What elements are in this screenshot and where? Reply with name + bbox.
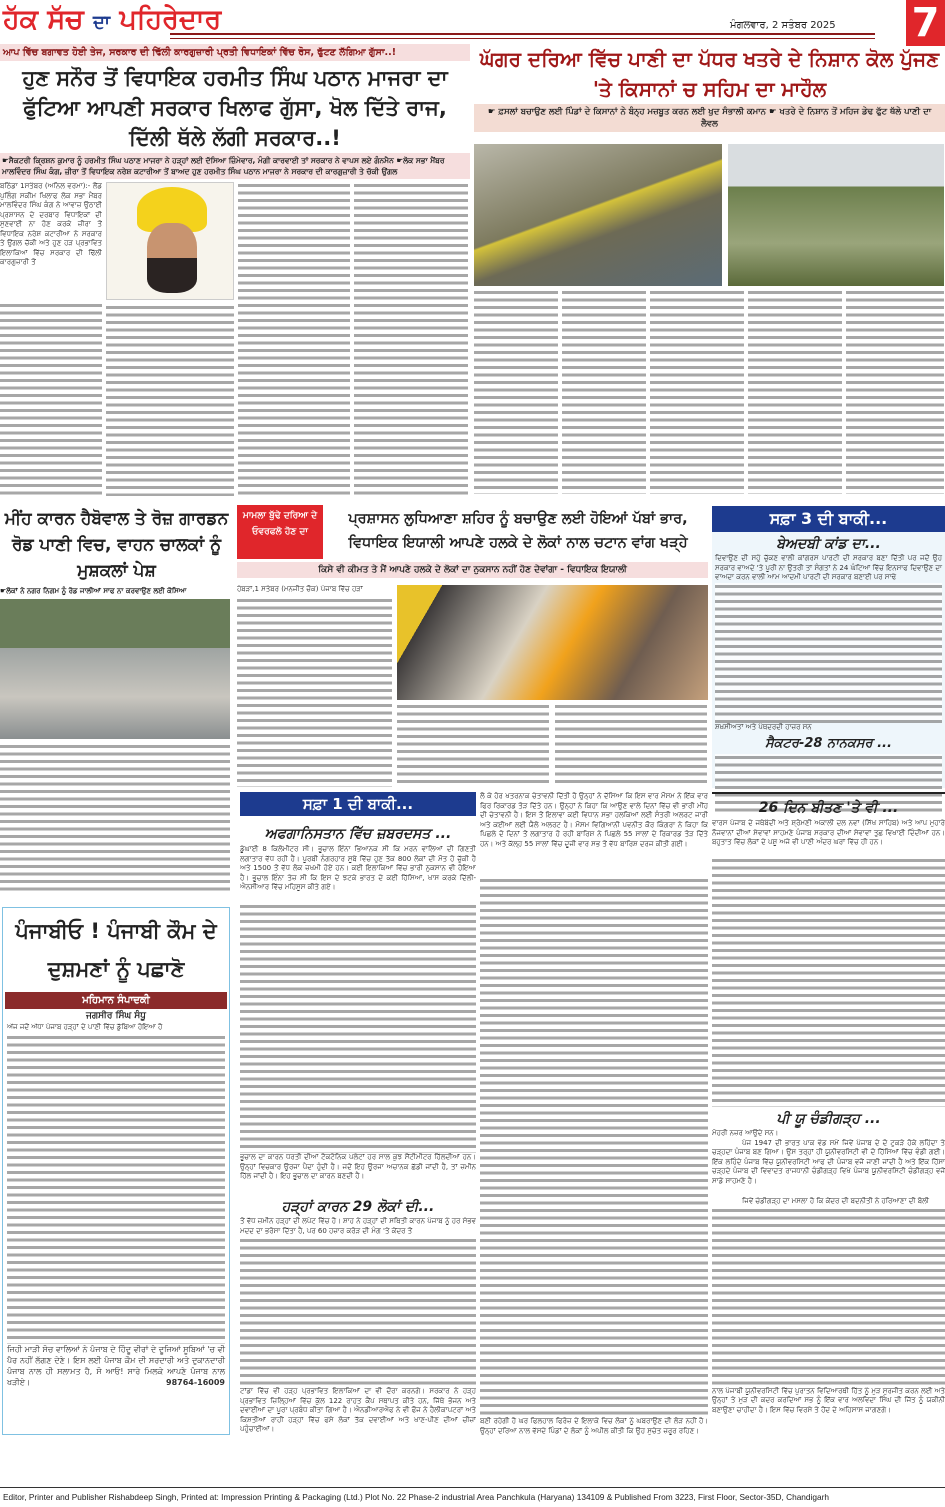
footer-imprint: Editor, Printer and Publisher Rishabdeep Singh, Printed at: Impression Printing & Packaging (Ltd.) Plot No. 22 Phase-2 industrial Area Panchkula (Haryana) 134109 & Published From 3223, First Floor, Sector-35D, Chandigarh	[0, 1487, 945, 1507]
article-body: ਹੰਬੜਾਂ,1 ਸਤੰਬਰ (ਮਨਜੀਤ ਚੌਕ) ਪੰਜਾਬ ਵਿੱਚ ਹੜਾਂ	[237, 585, 363, 593]
section-heading: ਹੜ੍ਹਾਂ ਕਾਰਨ 29 ਲੋਕਾਂ ਦੀ...	[281, 1199, 435, 1215]
article-body: ਤੋਂ ਵੱਧ ਜ਼ਮੀਨ ਹੜ੍ਹਾਂ ਦੀ ਲਪੇਟ ਵਿੱਚ ਹੈ। ਸ਼ਾਹ ਨੇ ਹੜ੍ਹਾਂ ਦੀ ਸਥਿਤੀ ਕਾਰਨ ਪੰਜਾਬ ਨੂੰ ਹਰ ਸੰਭਵ ਮਦਦ ਦਾ ਭਰੋਸਾ ਦਿੱਤਾ ਹੈ, ਪਰ 60 ਹਜ਼ਾਰ ਕਰੋੜ ਦੀ ਮੰਗ 'ਤੇ ਕੇਂਦਰ ਤੋਂ	[240, 1217, 476, 1235]
photo-mla-with-people	[397, 585, 708, 700]
section-heading: ਪੀ ਯੂ ਚੰਡੀਗੜ੍ਹ ...	[776, 1111, 881, 1127]
article-text	[354, 182, 468, 496]
article-text	[240, 903, 476, 1153]
article-text	[650, 289, 744, 494]
logo-part1: ਹੱਕ ਸੱਚ	[3, 4, 84, 35]
photo-flooded-road	[0, 599, 230, 739]
article-body: ਮੋਹਰੀ ਨਜ਼ਰ ਆਉਂਦੇ ਸਨ।	[712, 1129, 779, 1137]
article-text	[480, 877, 708, 1417]
headline: ਘੱਗਰ ਦਰਿਆ ਵਿੱਚ ਪਾਣੀ ਦਾ ਪੱਧਰ ਖਤਰੇ ਦੇ ਨਿਸ਼ਾਨ ਕੋਲ ਪੁੱਜਣ 'ਤੇ ਕਿਸਾਨਾਂ ਚ ਸਹਿਮ ਦਾ ਮਾਹੌਲ	[479, 47, 940, 101]
article-text	[106, 304, 234, 496]
section-heading: 26 ਦਿਨ ਬੀਤਣ 'ਤੇ ਵੀ ...	[758, 800, 899, 816]
section-heading: ਬੇਅਦਬੀ ਕਾਂਡ ਦਾ...	[776, 536, 881, 552]
lead-left-columns	[0, 182, 470, 496]
ludhiana-story	[237, 503, 708, 788]
article-text	[7, 1034, 225, 1344]
divider	[712, 792, 945, 794]
editorial-ending	[3, 1344, 229, 1388]
article-body: ਭੂਚਾਲ ਦਾ ਕਾਰਨ ਧਰਤੀ ਦੀਆਂ ਟੈਕਟੋਨਿਕ ਪਲੇਟਾਂ ਹਰ ਸਾਲ ਕੁਝ ਸੈਂਟੀਮੀਟਰ ਹਿੱਲਦੀਆਂ ਹਨ। ਉਨ੍ਹਾਂ ਵਿਚਕਾਰ ਊਰਜਾ ਪੈਦਾ ਹੁੰਦੀ ਹੈ। ਜਦੋਂ ਇਹ ਊਰਜਾ ਅਚਾਨਕ ਛੱਡੀ ਜਾਂਦੀ ਹੈ, ਤਾਂ ਜ਼ਮੀਨ ਹਿੱਲ ਜਾਂਦੀ ਹੈ। ਇਹ ਭੂਚਾਲ ਦਾ ਕਾਰਨ ਬਣਦੀ ਹੈ।	[240, 1153, 476, 1180]
headline: ਮੀਂਹ ਕਾਰਨ ਹੈਬੋਵਾਲ ਤੇ ਰੋਜ਼ ਗਾਰਡਨ ਰੋਡ ਪਾਣੀ ਵਿਚ, ਵਾਹਨ ਚਾਲਕਾਂ ਨੂੰ ਮੁਸ਼ਕਲਾਂ ਪੇਸ਼	[4, 509, 229, 581]
article-text	[846, 289, 944, 494]
headline: ਪ੍ਰਸ਼ਾਸਨ ਲੁਧਿਆਣਾ ਸ਼ਹਿਰ ਨੂੰ ਬਚਾਉਣ ਲਈ ਹੋਇਆਂ ਪੱਬਾਂ ਭਾਰ, ਵਿਧਾਇਕ ਇਯਾਲੀ ਆਪਣੇ ਹਲਕੇ ਦੇ ਲੋਕਾਂ ਨਾਲ ਚਟਾਨ ਵਾਂਗ ਖੜ੍ਹੇ	[348, 511, 688, 551]
story-tag: ਮਾਮਲਾ ਬੁੱਢੇ ਦਰਿਆ ਦੇ ਓਵਰਫਲੋ ਹੋਣ ਦਾ	[237, 505, 323, 559]
rain-story	[0, 502, 233, 892]
kicker: ਆਪ ਵਿੱਚ ਬਗਾਵਤ ਹੋਈ ਤੇਜ, ਸਰਕਾਰ ਦੀ ਢਿੱਲੀ ਕਾਰਗੁਜ਼ਾਰੀ ਪ੍ਰਤੀ ਵਿਧਾਇਕਾਂ ਵਿੱਚ ਰੋਸ, ਫੁੱਟਣ ਲੱਗਿਆ ਗੁੱਸਾ..!	[0, 44, 470, 61]
lead-story-left	[0, 44, 470, 496]
phone-number: 98764-16009	[166, 1378, 225, 1387]
article-body: ਸ਼ਖ਼ਸੀਅਤਾਂ ਅਤੇ ਪੰਥਦਰਦੀ ਹਾਜ਼ਰ ਸਨ	[715, 723, 812, 731]
article-text	[474, 289, 558, 494]
page-number: 7	[906, 0, 945, 46]
editorial-author: ਜਗਸੀਰ ਸਿੰਘ ਸੰਧੂ	[86, 1011, 146, 1021]
quote-band: ਕਿਸੇ ਵੀ ਕੀਮਤ ਤੇ ਮੈਂ ਆਪਣੇ ਹਲਕੇ ਦੇ ਲੋਕਾਂ ਦਾ ਨੁਕਸਾਨ ਨਹੀਂ ਹੋਣ ਦੇਵਾਂਗਾ - ਵਿਧਾਇਕ ਇਯਾਲੀ	[237, 562, 708, 578]
page3-continuation	[712, 506, 945, 788]
section-heading: ਅਫਗਾਨਿਸਤਾਨ ਵਿੱਚ ਜ਼ਬਰਦਸਤ ...	[264, 826, 452, 842]
article-body: ਬਠਿੰਡਾ 1ਸਤੰਬਰ (ਅਨਿਲ ਵਰਮਾ):- ਲੈਂਡ ਪੁਲਿੰਗ ਸਕੀਮ ਖਿਲਾਫ ਲੋਕ ਸਭਾ ਮੈਂਬਰ ਮਾਲਵਿੰਦਰ ਸਿੰਘ ਕੰਗ ਨੇ ਆਵਾਜ਼ ਉਠਾਈ ਪ੍ਰਸ਼ਾਸਨ ਦੇ ਦਰਬਾਰ ਵਿਧਾਇਕਾਂ ਦੀ ਸੁਣਵਾਈ ਨਾ ਹੋਣ ਕਰਕੇ ਜ਼ੀਰਾ ਤੋਂ ਵਿਧਾਇਕ ਨਰੇਸ਼ ਕਟਾਰੀਆ ਨੇ ਸਰਕਾਰ ਤੇ ਉਂਗਲ ਚੱਕੀ ਅਤੇ ਹੁਣ ਹੜ ਪ੍ਰਭਾਵਿਤ ਇਲਾਕਿਆਂ ਵਿੱਚ ਸਰਕਾਰ ਦੀ ਢਿੱਲੀ ਕਾਰਗੁਜ਼ਾਰੀ ਤੋਂ	[0, 182, 102, 266]
lead-story-right	[474, 44, 945, 496]
article-text	[237, 597, 392, 787]
editorial-label: ਮਹਿਮਾਨ ਸੰਪਾਦਕੀ	[5, 992, 227, 1009]
article-body: ਲੈ ਕੇ ਹੋਰ ਖਤਰਨਾਕ ਚੇਤਾਵਨੀ ਦਿੱਤੀ ਹੈ ਉਨ੍ਹਾਂ ਨੇ ਦੱਸਿਆ ਕਿ ਇਸ ਵਾਰ ਮੌਸਮ ਨੇ ਇੱਕ ਵਾਰ ਫਿਰ ਰਿਕਾਰਡ ਤੋੜ ਦਿੱਤੇ ਹਨ। ਉਨ੍ਹਾਂ ਨੇ ਕਿਹਾ ਕਿ ਆਉਣ ਵਾਲੇ ਦਿਨਾਂ ਵਿੱਚ ਵੀ ਭਾਰੀ ਮੀਂਹ ਦੀ ਚੇਤਾਵਨੀ ਹੈ। ਇਸ ਤੋਂ ਇਲਾਵਾ ਕਈ ਵਿਧਾਨ ਸਭਾ ਹਲਕਿਆਂ ਲਈ ਸੰਤਰੀ ਅਲਰਟ ਜਾਰੀ ਅਤੇ ਕਈਆਂ ਲਈ ਯੈਲੋ ਅਲਰਟ ਹੈ। ਮੌਸਮ ਵਿਗਿਆਨੀ ਪਵਨੀਤ ਕੌਰ ਕਿੰਗਰਾ ਨੇ ਕਿਹਾ ਕਿ ਪਿਛਲੇ ਦੋ ਦਿਨਾਂ ਤੋਂ ਲਗਾਤਾਰ ਹੋ ਰਹੀ ਬਾਰਿਸ਼ ਨੇ ਪਿਛਲੇ 55 ਸਾਲਾਂ ਦੇ ਰਿਕਾਰਡ ਤੋੜ ਦਿੱਤੇ ਹਨ। ਅਤੇ ਕੱਲ੍ਹ 55 ਸਾਲਾਂ ਵਿੱਚ ਦੂਜੀ ਵਾਰ ਸਭ ਤੋਂ ਵੱਧ ਬਾਰਿਸ਼ ਦਰਜ ਕੀਤੀ ਗਈ।	[480, 792, 708, 848]
beard	[147, 258, 197, 293]
logo-part3: ਪਹਿਰੇਦਾਰ	[119, 4, 222, 35]
article-body: ਡੂੰਘਾਈ 8 ਕਿਲੋਮੀਟਰ ਸੀ। ਭੂਚਾਲ ਇੰਨਾ ਭਿਆਨਕ ਸੀ ਕਿ ਮਰਨ ਵਾਲਿਆਂ ਦੀ ਗਿਣਤੀ ਲਗਾਤਾਰ ਵੱਧ ਰਹੀ ਹੈ। ਪੂਰਬੀ ਨੰਗਰਹਾਰ ਸੂਬੇ ਵਿੱਚ ਹੁਣ ਤੱਕ 800 ਲੋਕਾਂ ਦੀ ਮੌਤ ਹੋ ਚੁੱਕੀ ਹੈ ਅਤੇ 1500 ਤੋਂ ਵੱਧ ਲੋਕ ਜ਼ਖਮੀ ਹੋਏ ਹਨ। ਕਈ ਇਲਾਕਿਆਂ ਵਿੱਚ ਭਾਰੀ ਨੁਕਸਾਨ ਵੀ ਹੋਇਆ ਹੈ। ਭੂਚਾਲ ਇੰਨਾ ਤੇਜ਼ ਸੀ ਕਿ ਇਸ ਦੇ ਝਟਕੇ ਭਾਰਤ ਦੇ ਕਈ ਹਿੱਸਿਆਂ, ਖਾਸ ਕਰਕੇ ਦਿੱਲੀ-ਐਨਸੀਆਰ ਵਿੱਚ ਮਹਿਸੂਸ ਕੀਤੇ ਗਏ।	[240, 845, 476, 891]
page1-continuation	[240, 792, 476, 1482]
issue-date: ਮੰਗਲਵਾਰ, 2 ਸਤੰਬਰ 2025	[730, 20, 836, 31]
guest-editorial	[2, 907, 230, 1435]
article-text	[562, 289, 646, 494]
article-body: ਦਿਵਾਉਣ ਦੀ ਸਹੁੰ ਚੁੱਕਣ ਵਾਲੀ ਕਾਂਗਰਸ ਪਾਰਟੀ ਦੀ ਸਰਕਾਰ ਬਣਾ ਦਿੱਤੀ ਪਰ ਜਦੋਂ ਉਹ ਸਰਕਾਰ ਵਾਅਦੇ 'ਤੇ ਪੂਰੀ ਨਾ ਉਤਰੀ ਤਾਂ ਸੰਗਤਾਂ ਨੇ 24 ਘੰਟਿਆਂ ਵਿੱਚ ਇਨਸਾਫ ਦਿਵਾਉਣ ਦਾ ਵਾਅਦਾ ਕਰਨ ਵਾਲੀ ਆਮ ਆਦਮੀ ਪਾਰਟੀ ਦੀ ਸਰਕਾਰ ਬਣਾਈ ਪਰ ਸਾਢੇ	[715, 554, 942, 581]
article-text	[712, 857, 945, 1107]
photo-excavator	[474, 144, 722, 286]
page3-banner: ਸਫ਼ਾ 3 ਦੀ ਬਾਕੀ...	[712, 506, 945, 532]
right-column	[712, 792, 945, 1482]
mla-portrait	[106, 182, 234, 300]
article-body: ਪੰਜ 1947 ਦੀ ਭਾਰਤ ਪਾਕ ਵੰਡ ਸਮੇਂ ਜਿਵੇਂ ਪੰਜਾਬ ਦੇ ਦੋ ਟੁਕੜੇ ਹੋਕੇ ਲਹਿੰਦਾ ਤੇ ਚੜ੍ਹਦਾ ਪੰਜਾਬ ਬਣ ਗਿਆ। ਉਸ ਤਰ੍ਹਾਂ ਹੀ ਯੂਨੀਵਰਸਿਟੀ ਵੀ ਦੋ ਹਿੱਸਿਆਂ ਵਿੱਚ ਵੰਡੀ ਗਈ। ਇੱਕ ਲਹਿੰਦੇ ਪੰਜਾਬ ਵਿੱਚ ਯੂਨੀਵਰਸਿਟੀ ਆਫ ਦੀ ਪੰਜਾਬ ਵਜੋਂ ਜਾਣੀ ਜਾਂਦੀ ਹੈ ਅਤੇ ਇੱਕ ਹਿੱਸਾ ਚੜ੍ਹਦੇ ਪੰਜਾਬ ਦੀ ਵਿਵਾਦਤ ਰਾਜਧਾਨੀ ਚੰਡੀਗੜ੍ਹ ਵਿਖੇ ਪੰਜਾਬ ਯੂਨੀਵਰਸਿਟੀ ਚੰਡੀਗੜ੍ਹ ਵਜੋਂ ਸਾਡੇ ਸਾਹਮਣੇ ਹੈ।	[712, 1138, 945, 1185]
article-text	[0, 302, 102, 496]
section-heading: ਸੈਕਟਰ-28 ਨਾਨਕਸਰ ...	[765, 735, 892, 751]
article-body: ਜਿਵੇਂ ਚੰਡੀਗੜ੍ਹ ਦਾ ਮਸਲਾ ਹੈ ਕਿ ਕੇਂਦਰ ਦੀ ਬਦਨੀਤੀ ਨੇ ਹਰਿਆਣਾ ਦੀ ਬੋਲੀ	[742, 1196, 929, 1205]
article-text	[748, 289, 842, 494]
masthead-rule	[170, 33, 875, 39]
masthead	[0, 0, 945, 46]
masthead-logo	[3, 4, 221, 36]
article-body: ਨਾਲ ਪੰਜਾਬੀ ਯੂਨੀਵਰਸਿਟੀ ਵਿੱਚ ਪੁਰਾਤਨ ਵਿਦਿਆਰਥੀ ਹਿੱਤ ਨੂੰ ਮੁੜ ਸੁਰਜੀਤ ਕਰਨ ਲਈ ਅਤੇ ਉਨ੍ਹਾਂ ਤੇ ਮੁੜ ਦੀ ਕਦਰ ਕਰਦਿਆਂ ਸਭ ਨੂੰ ਇੱਕ ਵਾਰ ਅਲਵਿਦਾ ਸਿੰਘ ਦੀ ਜਿੱਤ ਨੂੰ ਯਕੀਨੀ ਬਣਾਉਣਾ ਚਾਹੀਦਾ ਹੈ। ਇਸ ਵਿੱਚ ਵਿਰਸੇ ਤੇ ਹੋਂਦ ਦੇ ਅਹਿਸਾਸ ਜਾਗਣਗੇ।	[712, 1386, 945, 1414]
logo-part2: ਦਾ	[92, 12, 111, 33]
article-body: ਵਾਰਸ ਪੰਜਾਬ ਦੇ ਜਥੇਬੰਦੀ ਅਤੇ ਸ਼੍ਰੋਮਣੀ ਅਕਾਲੀ ਦਲ ਨਵਾਂ (ਸਿੱਖ ਸਾਹਿਬ) ਅਤੇ ਆਪ ਮੁਹਾਰੇ ਨੌਜਵਾਨਾਂ ਦੀਆਂ ਸੇਵਾਵਾਂ ਸਾਹਮਣੇ ਪੰਜਾਬ ਸਰਕਾਰ ਦੀਆਂ ਸੇਵਾਵਾਂ ਤੁਛ ਵਿਖਾਈ ਦਿੰਦੀਆਂ ਹਨ। ਬਹੁਤਾਤ ਵਿੱਚ ਲੋਕਾਂ ਦੇ ਪਸ਼ੂ ਅਜੇ ਵੀ ਪਾਣੀ ਅੰਦਰ ਘਰਾਂ ਵਿੱਚ ਹੀ ਹਨ।	[712, 819, 945, 846]
subhead: ☛ ਫ਼ਸਲਾਂ ਬਚਾਉਣ ਲਈ ਪਿੰਡਾਂ ਦੇ ਕਿਸਾਨਾਂ ਨੇ ਬੰਨ੍ਹ ਮਜ਼ਬੂਤ ਕਰਨ ਲਈ ਖੁਦ ਸੰਭਾਲੀ ਕਮਾਨ ☛ ਖਤਰੇ ਦੇ ਨਿਸ਼ਾਨ ਤੋਂ ਮਹਿਜ ਡੇਢ ਫੁੱਟ ਥੱਲੇ ਪਾਣੀ ਦਾ ਲੈਵਲ	[474, 104, 945, 132]
photo-farmers	[728, 144, 944, 286]
ending-text: ਜਿਹੀ ਮਾੜੀ ਸੋਚ ਵਾਲਿਆਂ ਨੇ ਪੰਜਾਬ ਦੇ ਹਿੰਦੂ ਵੀਰਾਂ ਦੇ ਦੂਜਿਆਂ ਸੂਬਿਆਂ 'ਚ ਵੀ ਪੈਰ ਨਹੀਂ ਲੱਗਣ ਦੇਣੇ। ਇਸ ਲਈ ਪੰਜਾਬ ਕੌਮ ਦੀ ਸਰਦਾਰੀ ਅਤੇ ਦੁਕਾਨਦਾਰੀ ਪੰਜਾਬ ਨਾਲ ਹੀ ਸਲਾਮਤ ਹੈ, ਸੋ ਆਓ! ਸਾਰੇ ਮਿਲਕੇ ਆਪਣੇ ਪੰਜਾਬ ਨਾਲ ਖੜੀਏ।	[7, 1345, 225, 1387]
article-text	[397, 703, 549, 787]
subhead: ☛ਲੋਕਾਂ ਨੇ ਨਗਰ ਨਿਗਮ ਨੂੰ ਰੋਡ ਜਾਲੀਆਂ ਸਾਫ ਨਾ ਕਰਵਾਉਣ ਲਈ ਕੋਸਿਆ	[0, 587, 187, 595]
article-text	[240, 1237, 476, 1387]
article-text	[715, 583, 942, 723]
article-body: ਅੱਜ ਜਦੋਂ ਅੱਧਾ ਪੰਜਾਬ ਹੜ੍ਹਾਂ ਦੇ ਪਾਣੀ ਵਿੱਚ ਡੁੱਬਿਆ ਹੋਇਆ ਹੈ	[7, 1023, 163, 1031]
headline: ਹੁਣ ਸਨੌਰ ਤੋਂ ਵਿਧਾਇਕ ਹਰਮੀਤ ਸਿੰਘ ਪਠਾਨ ਮਾਜਰਾ ਦਾ ਫੁੱਟਿਆ ਆਪਣੀ ਸਰਕਾਰ ਖਿਲਾਫ ਗੁੱਸਾ, ਖੋਲ ਦਿੱਤੇ ਰਾਜ, ਦਿੱਲੀ ਥੱਲੇ ਲੱਗੀ ਸਰਕਾਰ..!	[22, 66, 448, 150]
article-body: ਟਾਂਡਾ ਵਿੱਚ ਵੀ ਹੜ੍ਹ ਪ੍ਰਭਾਵਿਤ ਇਲਾਕਿਆਂ ਦਾ ਵੀ ਦੌਰਾ ਕਰਨਗੇ। ਸਰਕਾਰ ਨੇ ਹੜ੍ਹ ਪ੍ਰਭਾਵਿਤ ਜ਼ਿਲ੍ਹਿਆਂ ਵਿੱਚ ਕੁੱਲ 122 ਰਾਹਤ ਕੈਂਪ ਸਥਾਪਤ ਕੀਤੇ ਹਨ, ਜਿੱਥੇ ਭੋਜਨ ਅਤੇ ਦਵਾਈਆਂ ਦਾ ਪੂਰਾ ਪ੍ਰਬੰਧ ਕੀਤਾ ਗਿਆ ਹੈ। ਐਨਡੀਆਰਐਫ ਨੇ ਵੀ ਫੌਜ ਨੇ ਹੈਲੀਕਾਪਟਰਾਂ ਅਤੇ ਕਿਸ਼ਤੀਆਂ ਰਾਹੀਂ ਹੜ੍ਹਾਂ ਵਿੱਚ ਫਸੇ ਲੋਕਾਂ ਤੱਕ ਦਵਾਈਆਂ ਅਤੇ ਖਾਣ-ਪੀਣ ਦੀਆਂ ਚੀਜ਼ਾਂ ਪਹੁੰਚਾਈਆਂ।	[240, 1387, 476, 1433]
weather-column	[480, 792, 708, 1482]
article-body: ਬਣੀ ਰਹੇਗੀ ਹੈ ਘਰ ਫਿਲਹਾਲ ਫਿਰੋਜ਼ ਦੇ ਇਲਾਕੇ ਵਿਚ ਲੋਕਾਂ ਨੂੰ ਘਬਰਾਉਣ ਦੀ ਲੋੜ ਨਹੀਂ ਹੈ। ਉਨ੍ਹਾਂ ਦਰਿਆ ਨਾਲ ਵੱਸਦੇ ਪਿੰਡਾਂ ਦੇ ਲੋਕਾਂ ਨੂੰ ਅਪੀਲ ਕੀਤੀ ਕਿ ਉਹ ਸੁਚੇਤ ਜ਼ਰੂਰ ਰਹਿਣ।	[480, 1417, 708, 1435]
article-text	[238, 182, 350, 496]
article-text	[555, 703, 707, 787]
subhead: ☛ਸੈਕਟਰੀ ਕ੍ਰਿਸ਼ਨ ਕੁਮਾਰ ਨੂੰ ਹਰਮੀਤ ਸਿੰਘ ਪਠਾਣ ਮਾਜਰਾ ਨੇ ਹੜ੍ਹਾਂ ਲਈ ਦੱਸਿਆ ਜ਼ਿੰਮੇਵਾਰ, ਮੰਗੀ ਕਾਰਵਾਈ ਤਾਂ ਸਰਕਾਰ ਨੇ ਵਾਪਸ ਲਏ ਗੰਨਮੈਨ ☛ਲੋਕ ਸਭਾ ਮੈਂਬਰ ਮਾਲਵਿੰਦਰ ਸਿੰਘ ਕੰਗ, ਜ਼ੀਰਾ ਤੋਂ ਵਿਧਾਇਕ ਨਰੇਸ਼ ਕਟਾਰੀਆ ਤੋਂ ਬਾਅਦ ਹੁਣ ਹਰਮੀਤ ਸਿੰਘ ਪਠਾਨ ਮਾਜਰਾ ਨੇ ਸਰਕਾਰ ਦੀ ਕਾਰਗੁਜ਼ਾਰੀ ਤੇ ਚੱਕੀ ਉਂਗਲ	[0, 153, 470, 179]
page1-banner: ਸਫ਼ਾ 1 ਦੀ ਬਾਕੀ...	[240, 792, 476, 816]
article-text	[712, 1207, 945, 1387]
article-text	[0, 743, 230, 892]
editorial-headline: ਪੰਜਾਬੀਓ ! ਪੰਜਾਬੀ ਕੌਮ ਦੇ ਦੁਸ਼ਮਣਾਂ ਨੂੰ ਪਛਾਣੋ	[15, 919, 217, 981]
